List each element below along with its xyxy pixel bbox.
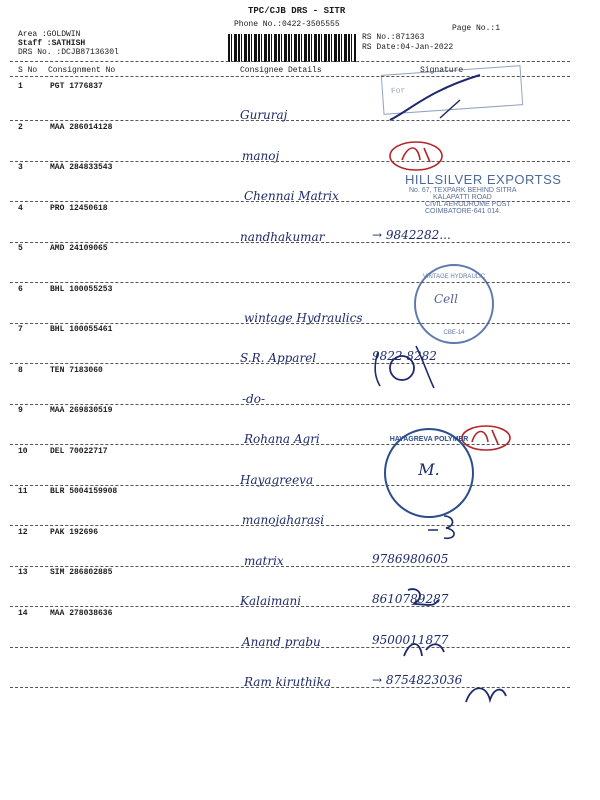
phone-number: Phone No.:0422-3505555 [234,20,340,29]
row-sno: 6 [18,284,23,294]
row-sno: 1 [18,82,23,91]
row-consignee-handwritten: Ram kiruthika [244,675,332,689]
row-consignee-handwritten: -do- [242,391,266,406]
col-signature: Signature [420,66,464,75]
drs-number: DRS No. :DCJB8713630l [18,48,119,57]
row-consignment-no: BLR 5004159908 [50,487,118,496]
row-consignee-handwritten: Hayagreeva [240,472,314,487]
row-consignee-handwritten: Gururaj [240,108,288,122]
row-phone-note: 9786980605 [372,551,449,566]
row-separator [10,363,570,364]
row-sno: 2 [18,122,23,132]
row-consignee-handwritten: Chennai Matrix [244,189,339,203]
row-separator [10,525,570,526]
row-consignee-handwritten: manojaharasi [242,513,325,527]
area-label: Area :GOLDWIN [18,30,81,39]
row-consignment-no: PGT 1776837 [50,82,103,91]
row-separator [10,404,570,405]
signature-3 [424,512,474,542]
row-consignee-handwritten: S.R. Apparel [240,351,317,365]
row-consignment-no: PRO 12450618 [50,203,108,213]
row-sno: 9 [18,406,23,415]
row-sno: 14 [18,608,28,618]
row-sno: 4 [18,203,23,213]
hayagreva-stamp: HAYAGREVA POLYMER M. [384,428,474,518]
row-consignment-no: PAK 192696 [50,527,99,537]
row-consignment-no: MAA 286014128 [50,122,113,132]
signature-5 [400,638,450,664]
signature-6 [460,680,510,710]
row-sno: 12 [18,527,28,537]
row-phone-note: 9500011877 [372,632,449,647]
barcode [228,34,356,62]
row-separator [10,566,570,567]
row-phone-note: → 9842282... [372,227,451,242]
hillsilver-stamp: HILLSILVER EXPORTSS No. 67, TEXPARK BEHIND SITRA KALAPATTI ROAD CIVIL AERODROME POST COIMBATORE-641 014. [405,172,562,215]
signature-1 [380,70,490,130]
row-consignee-handwritten: manoj [242,148,280,163]
row-consignee-handwritten: Anand prabu [242,634,321,649]
row-separator [10,161,570,162]
company-stamp-top: For [381,65,523,115]
row-phone-note: → 8754823036 [372,673,463,687]
header-rule-top [10,61,570,62]
row-sno: 7 [18,325,23,334]
row-separator [10,647,570,648]
signature-red-1 [384,136,454,176]
row-consignee-handwritten: Kalaimani [240,594,302,608]
row-consignment-no: AMD 24109065 [50,244,108,253]
row-separator [10,485,570,486]
rs-number: RS No.:871363 [362,33,425,42]
staff-label: Staff :SATHISH [18,39,86,48]
row-consignment-no: DEL 70022717 [50,446,108,456]
row-sno: 3 [18,163,23,172]
row-separator [10,242,570,243]
row-sno: 10 [18,446,28,456]
col-consignment: Consignment No [48,66,116,75]
row-consignee-handwritten: wintage Hydraulics [244,310,363,325]
row-separator [10,606,570,607]
row-phone-note: 8610789287 [372,592,449,606]
col-sno: S No [18,66,38,75]
row-sno: 13 [18,568,28,577]
row-consignment-no: BHL 100055253 [50,284,113,294]
row-consignment-no: BHL 100055461 [50,325,113,334]
row-consignment-no: MAA 278038636 [50,608,113,618]
row-sno: 11 [18,487,28,496]
vintage-hydraulics-stamp: VINTAGE HYDRAULIC Cell CBE-14 [414,264,494,344]
col-consignee: Consignee Details [240,66,322,75]
row-sno: 8 [18,365,23,375]
row-consignment-no: TEN 7183060 [50,365,103,375]
row-sno: 5 [18,244,23,253]
row-consignee-handwritten: matrix [244,553,284,568]
page-number: Page No.:1 [452,24,501,33]
rs-date: RS Date:04-Jan-2022 [362,43,454,52]
signature-2 [372,342,442,392]
row-consignment-no: SIM 286802885 [50,568,113,577]
row-consignment-no: MAA 269830519 [50,406,113,415]
row-consignee-handwritten: Rohana Agri [244,432,320,446]
report-title: TPC/CJB DRS - SITR [248,6,346,16]
row-consignment-no: MAA 284833543 [50,163,113,172]
signature-4 [404,584,444,614]
row-consignee-handwritten: nandhakumar [240,229,325,244]
row-phone-note: 9822 8282 [372,349,437,363]
